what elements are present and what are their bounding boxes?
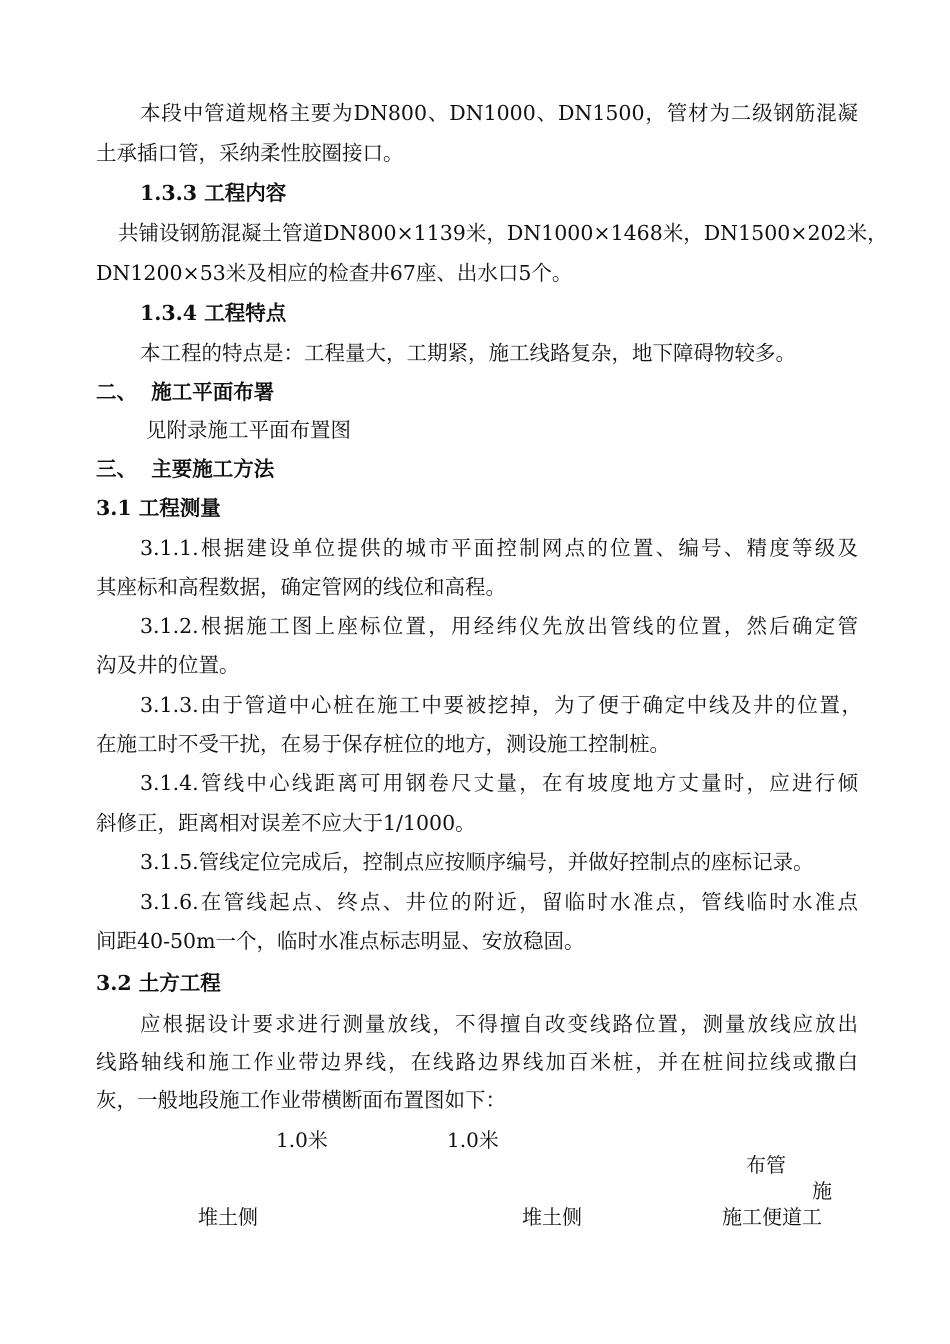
diagram-road-label: 施工便道工 — [722, 1205, 822, 1229]
diagram-pipe-label: 布管 — [746, 1153, 786, 1177]
diagram-width-label: 1.0米 — [276, 1128, 328, 1152]
section-heading: 1.3.4 工程特点 — [140, 301, 287, 325]
section-heading: 3.1 工程测量 — [96, 496, 221, 520]
paragraph-line: 其座标和高程数据，确定管网的线位和高程。 — [96, 575, 506, 599]
paragraph-line: 斜修正，距离相对误差不应大于1/1000。 — [96, 811, 476, 835]
paragraph-line: 线路轴线和施工作业带边界线，在线路边界线加百米桩，并在桩间拉线或撒白 — [96, 1050, 858, 1074]
paragraph-line: 见附录施工平面布置图 — [146, 418, 351, 442]
paragraph-line: 沟及井的位置。 — [96, 653, 240, 677]
paragraph-line: 土承插口管，采纳柔性胶圈接口。 — [96, 141, 404, 165]
chapter-heading: 三、 主要施工方法 — [96, 457, 275, 481]
paragraph-line: 3.1.5.管线定位完成后，控制点应按顺序编号，并做好控制点的座标记录。 — [140, 850, 814, 874]
diagram-spoil-left-label: 堆土侧 — [198, 1205, 258, 1229]
paragraph-line: 应根据设计要求进行测量放线，不得擅自改变线路位置，测量放线应放出 — [140, 1012, 858, 1036]
paragraph-line: 本段中管道规格主要为DN800、DN1000、DN1500，管材为二级钢筋混凝 — [140, 101, 858, 125]
section-heading: 3.2 土方工程 — [96, 971, 221, 995]
paragraph-line: 间距40-50m一个，临时水准点标志明显、安放稳固。 — [96, 929, 585, 953]
section-heading: 1.3.3 工程内容 — [140, 181, 287, 205]
paragraph-line: 3.1.2.根据施工图上座标位置，用经纬仪先放出管线的位置，然后确定管 — [140, 614, 858, 638]
chapter-heading: 二、 施工平面布署 — [96, 380, 275, 404]
diagram-width-label: 1.0米 — [447, 1128, 499, 1152]
paragraph-line: 3.1.6.在管线起点、终点、井位的附近，留临时水准点，管线临时水准点 — [140, 890, 858, 914]
paragraph-line: 3.1.3.由于管道中心桩在施工中要被挖掉，为了便于确定中线及井的位置， — [140, 693, 862, 717]
diagram-label: 施 — [812, 1179, 832, 1203]
paragraph-line: 灰，一般地段施工作业带横断面布置图如下： — [96, 1088, 506, 1112]
paragraph-line: 在施工时不受干扰，在易于保存桩位的地方，测设施工控制桩。 — [96, 732, 670, 756]
diagram-spoil-right-label: 堆土侧 — [522, 1205, 582, 1229]
paragraph-line: 本工程的特点是：工程量大，工期紧，施工线路复杂，地下障碍物较多。 — [140, 341, 796, 365]
paragraph-line: 3.1.1.根据建设单位提供的城市平面控制网点的位置、编号、精度等级及 — [140, 536, 858, 560]
paragraph-line: 3.1.4.管线中心线距离可用钢卷尺丈量，在有坡度地方丈量时，应进行倾 — [140, 771, 858, 795]
paragraph-line: DN1200×53米及相应的检查井67座、出水口5个。 — [96, 261, 573, 285]
paragraph-line: 共铺设钢筋混凝土管道DN800×1139米，DN1000×1468米，DN1500×202米， — [118, 221, 888, 245]
